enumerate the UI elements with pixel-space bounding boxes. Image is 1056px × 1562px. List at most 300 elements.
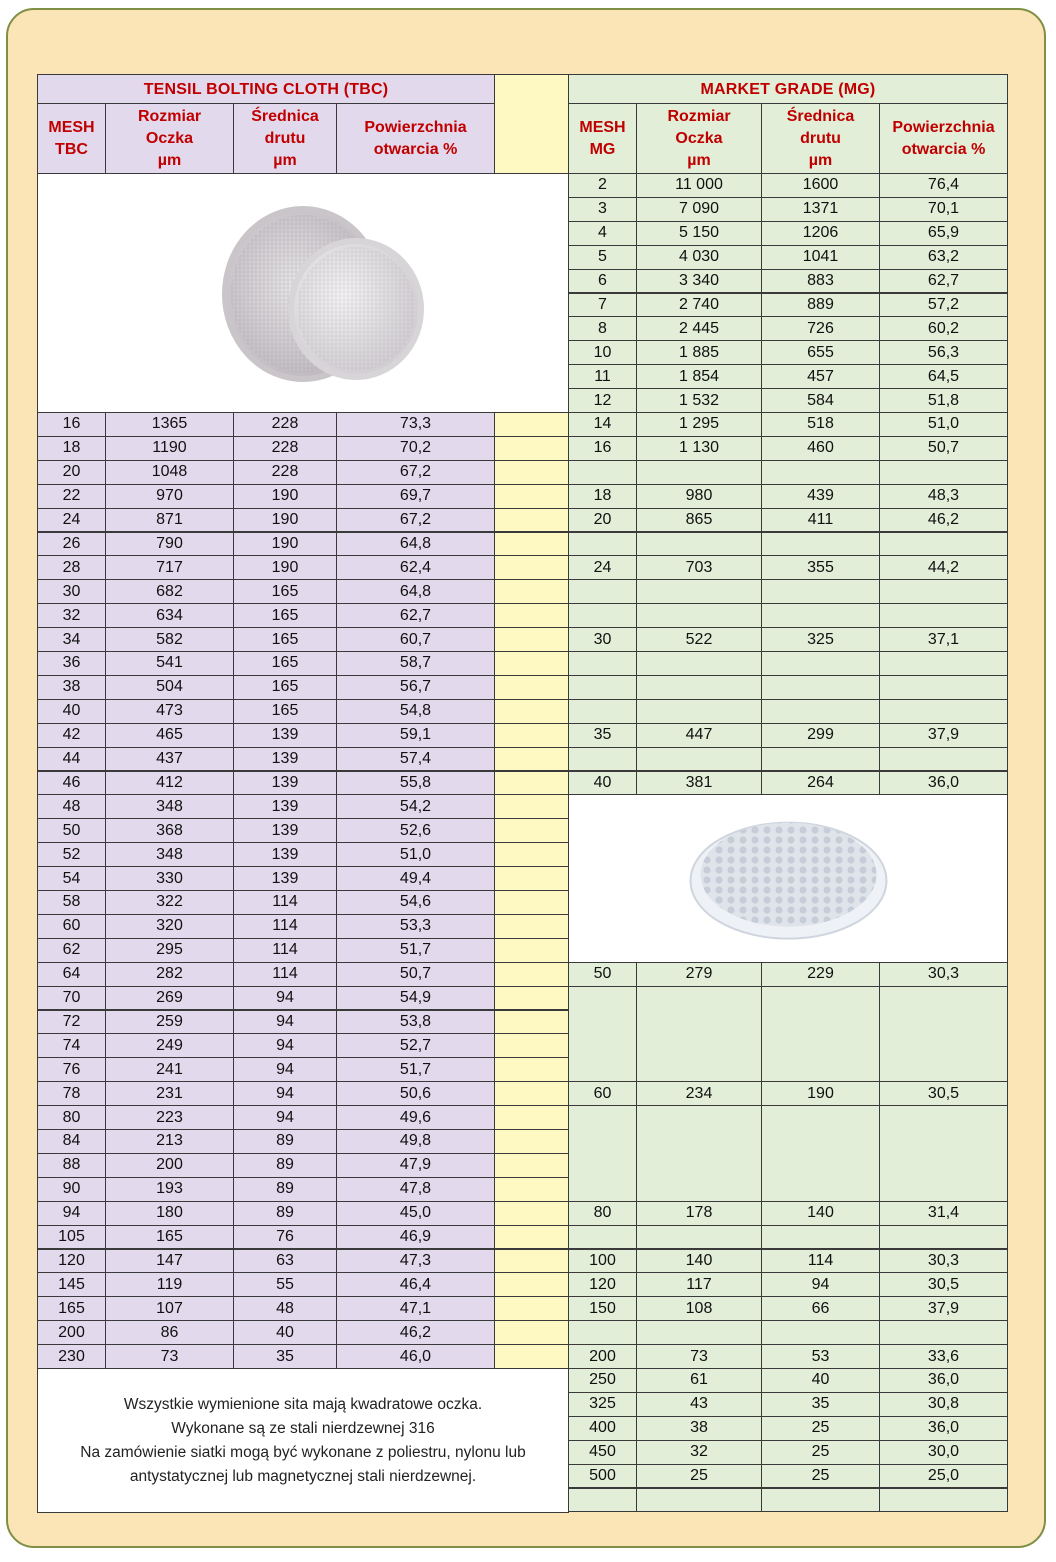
mg-cell — [761, 532, 880, 557]
mg-cell: 30,5 — [879, 1081, 1008, 1106]
mg-cell: 30,3 — [879, 1249, 1008, 1274]
tbc-cell: 76 — [37, 1057, 106, 1082]
mg-cell — [636, 579, 762, 604]
mg-cell — [761, 651, 880, 676]
mg-cell: 31,4 — [879, 1201, 1008, 1226]
mg-cell: 16 — [568, 436, 637, 461]
mg-cell — [761, 699, 880, 724]
tbc-cell: 634 — [105, 603, 234, 628]
tbc-cell: 20 — [37, 460, 106, 485]
middle-spacer-cell — [494, 1033, 569, 1058]
mg-cell: 50 — [568, 962, 637, 987]
tbc-cell: 54,8 — [336, 699, 495, 724]
tbc-cell: 53,3 — [336, 914, 495, 939]
mg-cell — [879, 1488, 1008, 1513]
mg-cell: 11 000 — [636, 173, 762, 198]
tbc-cell: 60,7 — [336, 627, 495, 652]
mg-cell: 25 — [761, 1416, 880, 1441]
mg-cell: 5 — [568, 245, 637, 270]
middle-spacer-cell — [494, 771, 569, 796]
mg-cell: 51,8 — [879, 388, 1008, 413]
middle-spacer-cell — [494, 723, 569, 748]
tbc-cell: 89 — [233, 1177, 337, 1202]
mg-cell: 35 — [761, 1392, 880, 1417]
tbc-cell: 51,7 — [336, 938, 495, 963]
mg-cell: 140 — [761, 1201, 880, 1226]
tbc-cell: 790 — [105, 532, 234, 557]
tbc-cell: 200 — [105, 1153, 234, 1178]
tbc-cell: 249 — [105, 1033, 234, 1058]
round-sieve-screens-image — [37, 173, 569, 413]
tbc-cell: 190 — [233, 555, 337, 580]
tbc-cell: 269 — [105, 986, 234, 1011]
tbc-cell: 228 — [233, 436, 337, 461]
tbc-cell: 55,8 — [336, 771, 495, 796]
mg-cell: 46,2 — [879, 508, 1008, 533]
mg-cell: 30,0 — [879, 1440, 1008, 1465]
middle-spacer-cell — [494, 1272, 569, 1297]
tbc-cell: 94 — [233, 986, 337, 1011]
mg-cell: 3 340 — [636, 269, 762, 294]
mg-cell: 140 — [636, 1249, 762, 1274]
tbc-cell: 165 — [37, 1296, 106, 1321]
mg-cell: 66 — [761, 1296, 880, 1321]
tbc-cell: 582 — [105, 627, 234, 652]
tbc-title: TENSIL BOLTING CLOTH (TBC) — [37, 74, 495, 105]
tbc-cell: 67,2 — [336, 460, 495, 485]
tbc-cell: 64,8 — [336, 579, 495, 604]
mg-cell: 325 — [761, 627, 880, 652]
mg-cell: 11 — [568, 364, 637, 389]
mg-cell — [568, 1488, 637, 1513]
mg-cell — [879, 532, 1008, 557]
tbc-cell: 47,8 — [336, 1177, 495, 1202]
middle-spacer-cell — [494, 675, 569, 700]
mg-cell: 584 — [761, 388, 880, 413]
tbc-cell: 80 — [37, 1105, 106, 1130]
perforated-plate-disc-image — [568, 794, 1008, 962]
tbc-cell: 330 — [105, 866, 234, 891]
tbc-cell: 139 — [233, 771, 337, 796]
mg-cell — [636, 699, 762, 724]
mg-cell — [761, 579, 880, 604]
tbc-cell: 73,3 — [336, 412, 495, 437]
tbc-cell: 89 — [233, 1201, 337, 1226]
tbc-cell: 193 — [105, 1177, 234, 1202]
mg-cell: 30,5 — [879, 1272, 1008, 1297]
mg-cell: 48,3 — [879, 484, 1008, 509]
tbc-cell: 48 — [37, 794, 106, 819]
mg-cell: 1 130 — [636, 436, 762, 461]
mg-cell — [879, 460, 1008, 485]
mg-cell: 100 — [568, 1249, 637, 1274]
tbc-cell: 40 — [37, 699, 106, 724]
mg-cell: 439 — [761, 484, 880, 509]
mg-cell: 25 — [761, 1440, 880, 1465]
mg-cell: 4 030 — [636, 245, 762, 270]
mg-cell: 80 — [568, 1201, 637, 1226]
tbc-cell: 46,4 — [336, 1272, 495, 1297]
mg-cell — [879, 579, 1008, 604]
mg-cell — [636, 603, 762, 628]
middle-spacer-cell — [494, 484, 569, 509]
tbc-header-1: Rozmiar Oczka µm — [105, 103, 234, 175]
middle-spacer-cell — [494, 603, 569, 628]
mg-empty-block — [879, 1105, 1008, 1202]
mg-cell: 8 — [568, 316, 637, 341]
mg-cell — [568, 675, 637, 700]
mg-cell: 51,0 — [879, 412, 1008, 437]
note-line: Na zamówienie siatki mogą być wykonane z poliestru, nylonu lub — [80, 1443, 526, 1461]
mg-empty-block — [568, 1105, 637, 1202]
mg-cell: 980 — [636, 484, 762, 509]
middle-column-header — [494, 74, 569, 175]
tbc-cell: 241 — [105, 1057, 234, 1082]
sieve-screens-illustration — [38, 174, 569, 413]
mg-cell — [761, 1488, 880, 1513]
tbc-cell: 52,7 — [336, 1033, 495, 1058]
mg-cell: 5 150 — [636, 221, 762, 246]
middle-spacer-cell — [494, 1225, 569, 1250]
tbc-header-0: MESH TBC — [37, 103, 106, 175]
mg-cell: 229 — [761, 962, 880, 987]
mg-cell: 2 740 — [636, 293, 762, 318]
tbc-cell: 90 — [37, 1177, 106, 1202]
mg-cell — [636, 460, 762, 485]
tbc-cell: 70 — [37, 986, 106, 1011]
tbc-cell: 139 — [233, 842, 337, 867]
mg-cell: 40 — [568, 771, 637, 796]
tbc-cell: 56,7 — [336, 675, 495, 700]
mg-cell: 325 — [568, 1392, 637, 1417]
tbc-cell: 28 — [37, 555, 106, 580]
tbc-cell: 47,9 — [336, 1153, 495, 1178]
tbc-cell: 139 — [233, 818, 337, 843]
mg-cell: 2 — [568, 173, 637, 198]
mg-cell — [636, 532, 762, 557]
mg-cell — [636, 651, 762, 676]
mg-cell — [568, 579, 637, 604]
mg-cell: 1041 — [761, 245, 880, 270]
mg-cell: 381 — [636, 771, 762, 796]
tbc-cell: 348 — [105, 842, 234, 867]
middle-spacer-cell — [494, 1344, 569, 1369]
tbc-cell: 86 — [105, 1320, 234, 1345]
mg-cell: 457 — [761, 364, 880, 389]
tbc-cell: 114 — [233, 938, 337, 963]
tbc-cell: 89 — [233, 1153, 337, 1178]
tbc-cell: 165 — [233, 675, 337, 700]
tbc-cell: 49,8 — [336, 1129, 495, 1154]
middle-spacer-cell — [494, 1201, 569, 1226]
tbc-cell: 67,2 — [336, 508, 495, 533]
tbc-cell: 259 — [105, 1010, 234, 1035]
mg-cell: 200 — [568, 1344, 637, 1369]
tbc-cell: 139 — [233, 794, 337, 819]
tbc-cell: 30 — [37, 579, 106, 604]
mg-cell: 25,0 — [879, 1464, 1008, 1489]
middle-spacer-cell — [494, 986, 569, 1011]
material-note — [37, 1368, 569, 1513]
mg-cell — [879, 651, 1008, 676]
tbc-cell: 147 — [105, 1249, 234, 1274]
tbc-cell: 52,6 — [336, 818, 495, 843]
tbc-cell: 437 — [105, 747, 234, 772]
middle-spacer-cell — [494, 1081, 569, 1106]
tbc-cell: 32 — [37, 603, 106, 628]
tbc-cell: 22 — [37, 484, 106, 509]
mg-cell: 460 — [761, 436, 880, 461]
mg-cell: 7 090 — [636, 197, 762, 222]
tbc-header-3: Powierzchnia otwarcia % — [336, 103, 495, 175]
tbc-cell: 871 — [105, 508, 234, 533]
tbc-header-2: Średnica drutu µm — [233, 103, 337, 175]
middle-spacer-cell — [494, 412, 569, 437]
mg-cell: 40 — [761, 1368, 880, 1393]
mesh-spec-sheet — [37, 74, 1007, 1513]
tbc-cell: 34 — [37, 627, 106, 652]
middle-spacer-cell — [494, 508, 569, 533]
mg-cell — [636, 747, 762, 772]
middle-spacer-cell — [494, 1010, 569, 1035]
tbc-cell: 114 — [233, 890, 337, 915]
mg-cell: 108 — [636, 1296, 762, 1321]
tbc-cell: 412 — [105, 771, 234, 796]
middle-spacer-cell — [494, 1105, 569, 1130]
perforated-disc-illustration — [569, 795, 1008, 962]
mg-cell: 56,3 — [879, 340, 1008, 365]
mg-cell: 38 — [636, 1416, 762, 1441]
tbc-cell: 120 — [37, 1249, 106, 1274]
tbc-cell: 84 — [37, 1129, 106, 1154]
tbc-cell: 228 — [233, 460, 337, 485]
mg-cell: 447 — [636, 723, 762, 748]
tbc-cell: 50 — [37, 818, 106, 843]
mg-cell — [761, 460, 880, 485]
mg-cell: 1 854 — [636, 364, 762, 389]
tbc-cell: 348 — [105, 794, 234, 819]
mg-cell: 726 — [761, 316, 880, 341]
mg-cell: 703 — [636, 555, 762, 580]
mg-empty-block — [636, 1105, 762, 1202]
tbc-cell: 465 — [105, 723, 234, 748]
mg-cell: 65,9 — [879, 221, 1008, 246]
tbc-cell: 114 — [233, 962, 337, 987]
tbc-cell: 69,7 — [336, 484, 495, 509]
mg-cell: 1206 — [761, 221, 880, 246]
mg-header-0: MESH MG — [568, 103, 637, 175]
mg-cell — [761, 1320, 880, 1345]
tbc-cell: 504 — [105, 675, 234, 700]
mg-cell — [568, 1320, 637, 1345]
tbc-cell: 119 — [105, 1272, 234, 1297]
tbc-cell: 282 — [105, 962, 234, 987]
tbc-cell: 145 — [37, 1272, 106, 1297]
mg-cell — [879, 603, 1008, 628]
tbc-cell: 74 — [37, 1033, 106, 1058]
tbc-cell: 78 — [37, 1081, 106, 1106]
mg-cell: 33,6 — [879, 1344, 1008, 1369]
mg-cell: 61 — [636, 1368, 762, 1393]
tbc-cell: 165 — [233, 651, 337, 676]
tbc-cell: 46,2 — [336, 1320, 495, 1345]
tbc-cell: 62 — [37, 938, 106, 963]
tbc-cell: 94 — [233, 1033, 337, 1058]
tbc-cell: 94 — [233, 1057, 337, 1082]
mg-cell: 150 — [568, 1296, 637, 1321]
middle-spacer-cell — [494, 1249, 569, 1274]
mg-cell: 114 — [761, 1249, 880, 1274]
tbc-cell: 970 — [105, 484, 234, 509]
mg-empty-block — [568, 986, 637, 1083]
tbc-cell: 73 — [105, 1344, 234, 1369]
mg-cell: 450 — [568, 1440, 637, 1465]
middle-spacer-cell — [494, 914, 569, 939]
tbc-cell: 89 — [233, 1129, 337, 1154]
middle-spacer-cell — [494, 579, 569, 604]
mg-cell: 36,0 — [879, 1368, 1008, 1393]
mg-cell: 20 — [568, 508, 637, 533]
tbc-cell: 165 — [233, 627, 337, 652]
tbc-cell: 165 — [233, 699, 337, 724]
middle-spacer-cell — [494, 532, 569, 557]
mg-cell: 25 — [761, 1464, 880, 1489]
mg-cell: 30,8 — [879, 1392, 1008, 1417]
tbc-cell: 190 — [233, 484, 337, 509]
mg-cell: 250 — [568, 1368, 637, 1393]
tbc-cell: 24 — [37, 508, 106, 533]
tbc-cell: 35 — [233, 1344, 337, 1369]
middle-spacer-cell — [494, 842, 569, 867]
tbc-cell: 320 — [105, 914, 234, 939]
middle-spacer-cell — [494, 555, 569, 580]
mg-header-1: Rozmiar Oczka µm — [636, 103, 762, 175]
mg-cell: 70,1 — [879, 197, 1008, 222]
tbc-cell: 139 — [233, 866, 337, 891]
mg-cell: 14 — [568, 412, 637, 437]
mg-cell: 355 — [761, 555, 880, 580]
mg-cell: 1371 — [761, 197, 880, 222]
mg-cell: 73 — [636, 1344, 762, 1369]
middle-spacer-cell — [494, 818, 569, 843]
middle-spacer-cell — [494, 890, 569, 915]
tbc-cell: 57,4 — [336, 747, 495, 772]
mg-cell: 411 — [761, 508, 880, 533]
note-line: antystatycznej lub magnetycznej stali nierdzewnej. — [129, 1467, 477, 1485]
tbc-cell: 54,2 — [336, 794, 495, 819]
mg-cell — [761, 603, 880, 628]
mg-cell: 500 — [568, 1464, 637, 1489]
middle-spacer-cell — [494, 1129, 569, 1154]
tbc-cell: 60 — [37, 914, 106, 939]
mg-cell: 37,9 — [879, 1296, 1008, 1321]
tbc-cell: 26 — [37, 532, 106, 557]
tbc-cell: 55 — [233, 1272, 337, 1297]
mg-cell: 24 — [568, 555, 637, 580]
tbc-cell: 50,6 — [336, 1081, 495, 1106]
mg-cell: 62,7 — [879, 269, 1008, 294]
mg-cell — [761, 675, 880, 700]
mg-cell: 50,7 — [879, 436, 1008, 461]
tbc-cell: 51,0 — [336, 842, 495, 867]
tbc-cell: 38 — [37, 675, 106, 700]
tbc-cell: 94 — [233, 1010, 337, 1035]
mg-cell: 37,1 — [879, 627, 1008, 652]
tbc-cell: 44 — [37, 747, 106, 772]
tbc-cell: 70,2 — [336, 436, 495, 461]
middle-spacer-cell — [494, 460, 569, 485]
tbc-cell: 48 — [233, 1296, 337, 1321]
tbc-cell: 105 — [37, 1225, 106, 1250]
tbc-cell: 42 — [37, 723, 106, 748]
mg-cell: 1 532 — [636, 388, 762, 413]
mg-cell — [568, 1225, 637, 1250]
mg-cell: 43 — [636, 1392, 762, 1417]
middle-spacer-cell — [494, 938, 569, 963]
mg-cell: 518 — [761, 412, 880, 437]
tbc-cell: 52 — [37, 842, 106, 867]
mg-cell — [879, 699, 1008, 724]
mg-cell — [636, 1488, 762, 1513]
middle-spacer-cell — [494, 866, 569, 891]
middle-spacer-cell — [494, 794, 569, 819]
tbc-cell: 46,9 — [336, 1225, 495, 1250]
mg-cell: 64,5 — [879, 364, 1008, 389]
mg-cell: 30,3 — [879, 962, 1008, 987]
middle-spacer-cell — [494, 747, 569, 772]
tbc-cell: 190 — [233, 532, 337, 557]
tbc-cell: 46 — [37, 771, 106, 796]
tbc-cell: 541 — [105, 651, 234, 676]
mg-cell: 2 445 — [636, 316, 762, 341]
tbc-cell: 295 — [105, 938, 234, 963]
mg-cell — [879, 1320, 1008, 1345]
middle-spacer-cell — [494, 1320, 569, 1345]
tbc-cell: 59,1 — [336, 723, 495, 748]
tbc-cell: 717 — [105, 555, 234, 580]
mg-cell: 190 — [761, 1081, 880, 1106]
middle-spacer-cell — [494, 1153, 569, 1178]
tbc-cell: 36 — [37, 651, 106, 676]
mg-cell: 32 — [636, 1440, 762, 1465]
tbc-cell: 72 — [37, 1010, 106, 1035]
note-line: Wszystkie wymienione sita mają kwadratowe oczka. — [123, 1395, 483, 1413]
mg-cell: 12 — [568, 388, 637, 413]
tbc-cell: 64 — [37, 962, 106, 987]
tbc-cell: 64,8 — [336, 532, 495, 557]
mg-cell — [636, 1225, 762, 1250]
mg-cell: 60,2 — [879, 316, 1008, 341]
mg-cell: 6 — [568, 269, 637, 294]
middle-spacer-cell — [494, 651, 569, 676]
mg-cell: 57,2 — [879, 293, 1008, 318]
tbc-cell: 47,1 — [336, 1296, 495, 1321]
tbc-cell: 63 — [233, 1249, 337, 1274]
mg-cell: 655 — [761, 340, 880, 365]
tbc-cell: 139 — [233, 723, 337, 748]
tbc-cell: 228 — [233, 412, 337, 437]
tbc-cell: 53,8 — [336, 1010, 495, 1035]
tbc-cell: 322 — [105, 890, 234, 915]
tbc-cell: 1365 — [105, 412, 234, 437]
tbc-cell: 76 — [233, 1225, 337, 1250]
middle-spacer-cell — [494, 699, 569, 724]
middle-spacer-cell — [494, 1296, 569, 1321]
tbc-cell: 165 — [233, 579, 337, 604]
mg-cell: 36,0 — [879, 771, 1008, 796]
mg-cell: 400 — [568, 1416, 637, 1441]
mg-cell: 76,4 — [879, 173, 1008, 198]
